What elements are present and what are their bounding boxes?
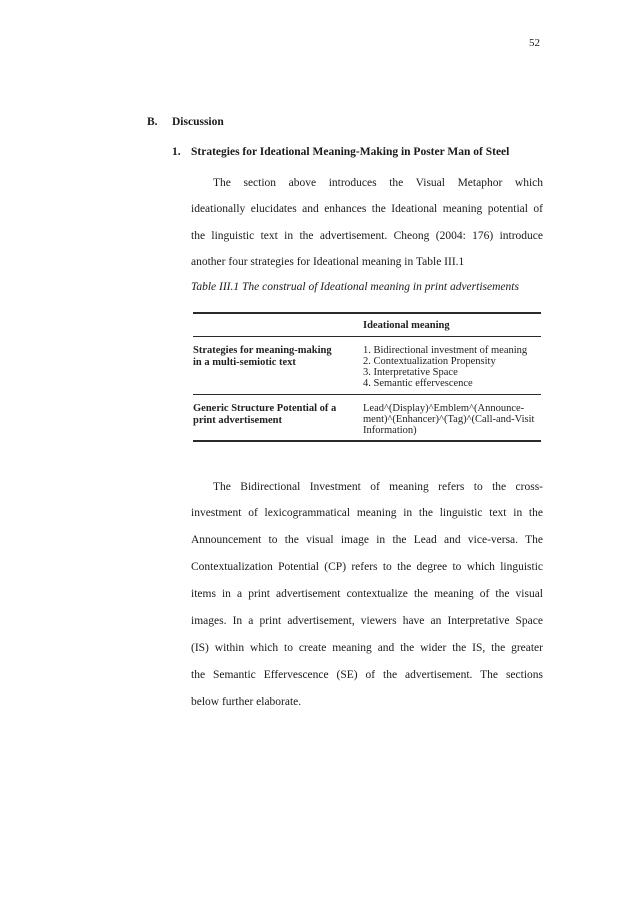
row2-value-line: ment)^(Enhancer)^(Tag)^(Call-and-Visit <box>363 414 535 425</box>
table-header-rule <box>193 336 541 337</box>
paragraph-line: (IS) within which to create meaning and the wider the IS, the greater <box>191 642 543 654</box>
table-header: Ideational meaning <box>363 320 450 331</box>
paragraph-line: items in a print advertisement contextualize the meaning of the visual <box>191 588 543 600</box>
ideational-meaning-table <box>193 306 541 446</box>
table-bottom-rule <box>193 440 541 442</box>
paragraph-line: below further elaborate. <box>191 696 302 708</box>
paragraph-line: The Bidirectional Investment of meaning refers to the cross- <box>213 481 543 493</box>
table-row-rule <box>193 394 541 395</box>
paragraph-line: another four strategies for Ideational meaning in Table III.1 <box>191 256 465 268</box>
table-top-rule <box>193 312 541 314</box>
section-label: B. <box>147 116 158 128</box>
paragraph-line: investment of lexicogrammatical meaning in the linguistic text in the <box>191 507 543 519</box>
table-caption: Table III.1 The construal of Ideational meaning in print advertisements <box>191 281 519 293</box>
paragraph-line: the linguistic text in the advertisement. Cheong (2004: 176) introduce <box>191 230 543 242</box>
row1-value-line: 2. Contextualization Propensity <box>363 356 496 367</box>
row2-value-line: Information) <box>363 425 417 436</box>
paragraph-line: The section above introduces the Visual Metaphor which <box>213 177 543 189</box>
row1-value-line: 1. Bidirectional investment of meaning <box>363 345 528 356</box>
row1-value-line: 4. Semantic effervescence <box>363 378 473 389</box>
row2-label-line: Generic Structure Potential of a <box>193 403 337 414</box>
subsection-number: 1. <box>172 146 181 158</box>
subsection-title: Strategies for Ideational Meaning-Making in Poster Man of Steel <box>191 146 510 158</box>
row2-value-line: Lead^(Display)^Emblem^(Announce- <box>363 403 525 414</box>
paragraph-line: images. In a print advertisement, viewers have an Interpretative Space <box>191 615 543 627</box>
row1-label-line: Strategies for meaning-making <box>193 345 332 356</box>
section-title: Discussion <box>172 116 224 128</box>
page-number: 52 <box>529 37 540 49</box>
paragraph-line: Announcement to the visual image in the Lead and vice-versa. The <box>191 534 543 546</box>
paragraph-line: Contextualization Potential (CP) refers to the degree to which linguistic <box>191 561 543 573</box>
row2-label-line: print advertisement <box>193 415 282 426</box>
row1-value-line: 3. Interpretative Space <box>363 367 458 378</box>
paragraph-line: ideationally elucidates and enhances the Ideational meaning potential of <box>191 203 543 215</box>
row1-label-line: in a multi-semiotic text <box>193 357 296 368</box>
paragraph-line: the Semantic Effervescence (SE) of the advertisement. The sections <box>191 669 543 681</box>
